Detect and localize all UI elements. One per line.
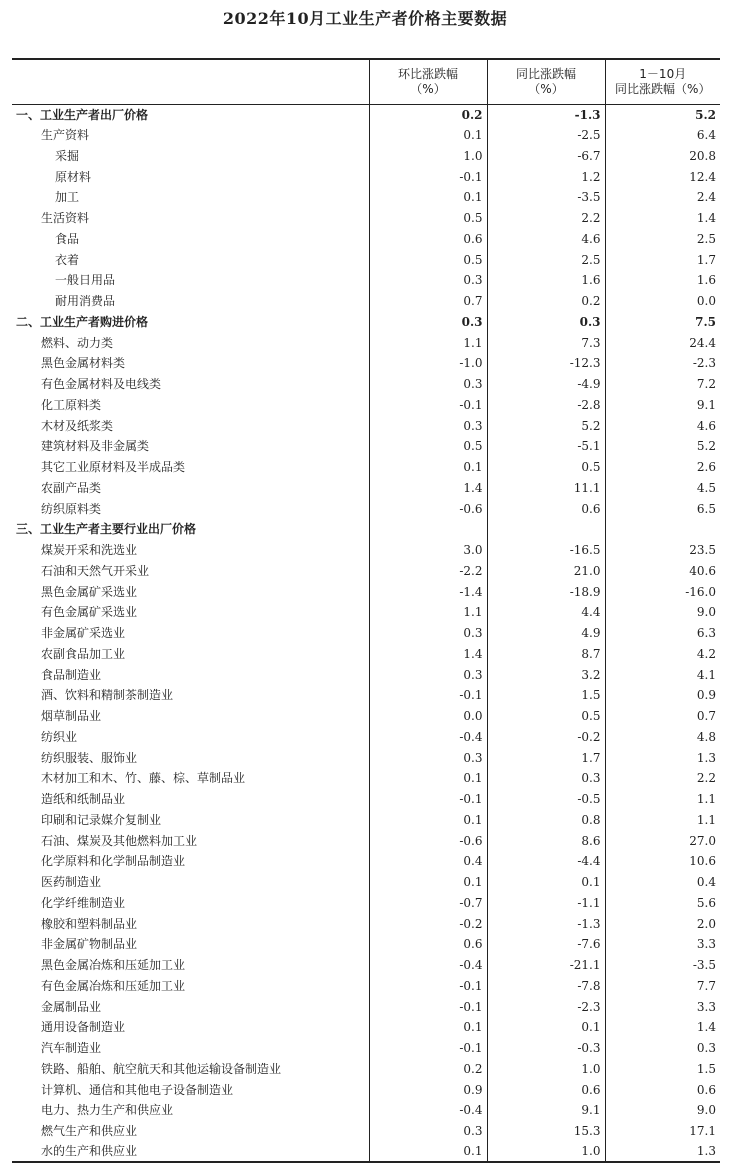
table-row xyxy=(12,747,720,768)
header-mom-label: 环比涨跌幅 xyxy=(397,66,458,81)
table-row xyxy=(12,1142,720,1163)
row-label: 煤炭开采和洗选业 xyxy=(41,543,138,558)
table-row xyxy=(12,789,720,810)
row-label: 原材料 xyxy=(55,169,92,184)
yoy-value: -4.9 xyxy=(487,374,605,395)
mom-value: -0.6 xyxy=(369,830,487,851)
mom-value: -0.4 xyxy=(369,727,487,748)
yoy-value: -7.6 xyxy=(487,934,605,955)
yoy-value: 0.3 xyxy=(487,768,605,789)
row-label: 燃料、动力类 xyxy=(41,335,114,350)
row-label: 衣着 xyxy=(55,252,80,267)
ytd-value: 5.2 xyxy=(605,436,720,457)
row-label: 纺织原料类 xyxy=(41,501,102,516)
ytd-value: 23.5 xyxy=(605,540,720,561)
mom-value: -2.2 xyxy=(369,561,487,582)
row-label: 计算机、通信和其他电子设备制造业 xyxy=(41,1082,234,1097)
table-row xyxy=(12,146,720,167)
table-row xyxy=(12,913,720,934)
mom-value: 0.7 xyxy=(369,291,487,312)
mom-value: 0.1 xyxy=(369,1017,487,1038)
mom-value: -0.1 xyxy=(369,789,487,810)
header-ytd-label: 同比涨跌幅（%） xyxy=(615,81,711,96)
yoy-value: 0.5 xyxy=(487,706,605,727)
ytd-value xyxy=(605,519,720,540)
table-row xyxy=(12,851,720,872)
table-row xyxy=(12,664,720,685)
ytd-value: 2.0 xyxy=(605,913,720,934)
mom-value: 0.1 xyxy=(369,768,487,789)
row-label: 酒、饮料和精制茶制造业 xyxy=(41,688,174,703)
ytd-value: 27.0 xyxy=(605,830,720,851)
ytd-value: 2.2 xyxy=(605,768,720,789)
ytd-value: 4.2 xyxy=(605,644,720,665)
mom-value: 1.1 xyxy=(369,602,487,623)
ytd-value: 6.4 xyxy=(605,125,720,146)
row-label: 生活资料 xyxy=(41,211,90,226)
ytd-value: 6.5 xyxy=(605,498,720,519)
header-yoy-unit: （%） xyxy=(528,81,564,96)
row-label: 印刷和记录媒介复制业 xyxy=(41,812,162,827)
yoy-value: 4.4 xyxy=(487,602,605,623)
table-row xyxy=(12,208,720,229)
row-label: 化工原料类 xyxy=(41,397,102,412)
table-row xyxy=(12,561,720,582)
yoy-value: -12.3 xyxy=(487,353,605,374)
yoy-value: 5.2 xyxy=(487,415,605,436)
row-label: 采掘 xyxy=(55,148,80,163)
row-label: 铁路、船舶、航空航天和其他运输设备制造业 xyxy=(41,1061,282,1076)
ytd-value: 5.2 xyxy=(605,104,720,125)
ytd-value: 9.0 xyxy=(605,1100,720,1121)
table-row xyxy=(12,1100,720,1121)
mom-value: 0.3 xyxy=(369,270,487,291)
header-ytd xyxy=(605,59,720,104)
row-label: 化学原料和化学制品制造业 xyxy=(41,854,186,869)
ytd-value: 1.3 xyxy=(605,747,720,768)
ytd-value: 9.0 xyxy=(605,602,720,623)
ytd-value: 1.1 xyxy=(605,810,720,831)
yoy-value: 7.3 xyxy=(487,332,605,353)
row-label: 黑色金属材料类 xyxy=(41,356,126,371)
row-label: 三、工业生产者主要行业出厂价格 xyxy=(16,522,197,537)
mom-value: -0.1 xyxy=(369,976,487,997)
table-row xyxy=(12,353,720,374)
yoy-value: 1.5 xyxy=(487,685,605,706)
row-label: 通用设备制造业 xyxy=(41,1020,126,1035)
yoy-value: -16.5 xyxy=(487,540,605,561)
header-mom-unit: （%） xyxy=(410,81,446,96)
table-row xyxy=(12,436,720,457)
yoy-value: -0.2 xyxy=(487,727,605,748)
mom-value: 0.3 xyxy=(369,415,487,436)
ytd-value: 2.5 xyxy=(605,229,720,250)
mom-value: 0.6 xyxy=(369,934,487,955)
table-header xyxy=(12,59,720,104)
row-label: 黑色金属冶炼和压延加工业 xyxy=(41,958,186,973)
header-row xyxy=(12,59,720,104)
yoy-value: 15.3 xyxy=(487,1121,605,1142)
yoy-value: 0.5 xyxy=(487,457,605,478)
mom-value: 0.3 xyxy=(369,664,487,685)
row-label: 生产资料 xyxy=(41,128,90,143)
ppi-data-table xyxy=(12,58,720,1163)
row-label: 燃气生产和供应业 xyxy=(41,1124,138,1139)
ytd-value: 0.7 xyxy=(605,706,720,727)
mom-value: 0.6 xyxy=(369,229,487,250)
ytd-value: 6.3 xyxy=(605,623,720,644)
mom-value: 0.2 xyxy=(369,104,487,125)
table-row xyxy=(12,893,720,914)
table-body xyxy=(12,104,720,1162)
row-label: 水的生产和供应业 xyxy=(12,1142,369,1163)
row-label: 纺织业 xyxy=(41,729,78,744)
mom-value: -0.2 xyxy=(369,913,487,934)
yoy-value: -0.5 xyxy=(487,789,605,810)
table-row xyxy=(12,187,720,208)
mom-value: -0.1 xyxy=(369,166,487,187)
table-row xyxy=(12,1121,720,1142)
table-row xyxy=(12,1038,720,1059)
table-row xyxy=(12,166,720,187)
mom-value: -1.4 xyxy=(369,581,487,602)
section-row xyxy=(12,312,720,333)
mom-value: -0.4 xyxy=(369,955,487,976)
row-label: 石油、煤炭及其他燃料加工业 xyxy=(41,833,198,848)
table-row xyxy=(12,457,720,478)
row-label: 医药制造业 xyxy=(41,875,102,890)
row-label: 黑色金属矿采选业 xyxy=(41,584,138,599)
header-mom xyxy=(369,59,487,104)
mom-value: 0.1 xyxy=(369,1142,487,1163)
row-label: 其它工业原材料及半成品类 xyxy=(41,460,186,475)
yoy-value: 9.1 xyxy=(487,1100,605,1121)
table-row xyxy=(12,374,720,395)
mom-value: -0.1 xyxy=(369,395,487,416)
table-row xyxy=(12,644,720,665)
table-row xyxy=(12,706,720,727)
ytd-value: 1.3 xyxy=(605,1142,720,1163)
yoy-value: -0.3 xyxy=(487,1038,605,1059)
ytd-value: 0.6 xyxy=(605,1079,720,1100)
table-row xyxy=(12,872,720,893)
yoy-value: -1.3 xyxy=(487,913,605,934)
row-label: 有色金属矿采选业 xyxy=(41,605,138,620)
ytd-value: 5.6 xyxy=(605,893,720,914)
ytd-value: -16.0 xyxy=(605,581,720,602)
mom-value: 0.3 xyxy=(369,1121,487,1142)
mom-value: 0.1 xyxy=(369,872,487,893)
row-label: 木材加工和木、竹、藤、棕、草制品业 xyxy=(41,771,246,786)
table-row xyxy=(12,581,720,602)
ytd-value: 0.3 xyxy=(605,1038,720,1059)
ytd-value: 7.2 xyxy=(605,374,720,395)
mom-value: -0.1 xyxy=(369,1038,487,1059)
row-label: 电力、热力生产和供应业 xyxy=(41,1103,174,1118)
yoy-value: 0.6 xyxy=(487,1079,605,1100)
table-row xyxy=(12,478,720,499)
table-row xyxy=(12,229,720,250)
yoy-value: -2.8 xyxy=(487,395,605,416)
ytd-value: 1.6 xyxy=(605,270,720,291)
table-row xyxy=(12,685,720,706)
ytd-value: 7.7 xyxy=(605,976,720,997)
table-row xyxy=(12,727,720,748)
yoy-value: 4.6 xyxy=(487,229,605,250)
header-yoy xyxy=(487,59,605,104)
ytd-value: 0.0 xyxy=(605,291,720,312)
header-yoy-label: 同比涨跌幅 xyxy=(515,66,576,81)
table-row xyxy=(12,291,720,312)
table-row xyxy=(12,830,720,851)
yoy-value: -18.9 xyxy=(487,581,605,602)
header-ytd-period: 1－10月 xyxy=(639,66,687,81)
row-label: 非金属矿采选业 xyxy=(41,626,126,641)
table-row xyxy=(12,976,720,997)
table-row xyxy=(12,1017,720,1038)
mom-value: 1.4 xyxy=(369,478,487,499)
mom-value: 0.3 xyxy=(369,374,487,395)
table-row xyxy=(12,996,720,1017)
ytd-value: 3.3 xyxy=(605,996,720,1017)
row-label: 有色金属冶炼和压延加工业 xyxy=(41,978,186,993)
row-label: 二、工业生产者购进价格 xyxy=(16,314,149,329)
table-row xyxy=(12,768,720,789)
yoy-value: 2.5 xyxy=(487,249,605,270)
section-row xyxy=(12,104,720,125)
row-label: 食品 xyxy=(55,231,80,246)
row-label: 有色金属材料及电线类 xyxy=(41,377,162,392)
row-label: 耐用消费品 xyxy=(55,294,116,309)
yoy-value: -4.4 xyxy=(487,851,605,872)
yoy-value: 4.9 xyxy=(487,623,605,644)
row-label: 石油和天然气开采业 xyxy=(41,563,150,578)
ytd-value: 40.6 xyxy=(605,561,720,582)
ytd-value: 1.4 xyxy=(605,208,720,229)
yoy-value: 0.2 xyxy=(487,291,605,312)
mom-value: -0.4 xyxy=(369,1100,487,1121)
mom-value: 1.4 xyxy=(369,644,487,665)
yoy-value: 0.8 xyxy=(487,810,605,831)
mom-value: 0.1 xyxy=(369,125,487,146)
row-label: 金属制品业 xyxy=(41,999,102,1014)
mom-value: 0.5 xyxy=(369,208,487,229)
mom-value: 0.5 xyxy=(369,436,487,457)
ytd-value: 1.4 xyxy=(605,1017,720,1038)
row-label: 农副产品类 xyxy=(41,480,102,495)
table-row xyxy=(12,540,720,561)
row-label: 一般日用品 xyxy=(55,273,116,288)
ytd-value: 1.7 xyxy=(605,249,720,270)
table-row xyxy=(12,1059,720,1080)
yoy-value: -21.1 xyxy=(487,955,605,976)
yoy-value: -3.5 xyxy=(487,187,605,208)
row-label: 木材及纸浆类 xyxy=(41,418,114,433)
yoy-value: 11.1 xyxy=(487,478,605,499)
ytd-value: 3.3 xyxy=(605,934,720,955)
yoy-value: -5.1 xyxy=(487,436,605,457)
row-label: 加工 xyxy=(55,190,80,205)
yoy-value: 3.2 xyxy=(487,664,605,685)
header-item xyxy=(12,59,369,104)
yoy-value: -2.3 xyxy=(487,996,605,1017)
mom-value: 0.4 xyxy=(369,851,487,872)
mom-value: 0.3 xyxy=(369,312,487,333)
mom-value: 0.9 xyxy=(369,1079,487,1100)
ytd-value: 2.6 xyxy=(605,457,720,478)
yoy-value: -1.1 xyxy=(487,893,605,914)
mom-value: -0.6 xyxy=(369,498,487,519)
mom-value: 0.1 xyxy=(369,457,487,478)
ytd-value: 2.4 xyxy=(605,187,720,208)
table-row xyxy=(12,623,720,644)
table-row xyxy=(12,955,720,976)
yoy-value: 8.6 xyxy=(487,830,605,851)
table-row xyxy=(12,332,720,353)
mom-value: -0.1 xyxy=(369,685,487,706)
yoy-value: 1.2 xyxy=(487,166,605,187)
ytd-value: 24.4 xyxy=(605,332,720,353)
row-label: 烟草制品业 xyxy=(41,709,102,724)
yoy-value: 0.6 xyxy=(487,498,605,519)
page-title: 2022年10月工业生产者价格主要数据 xyxy=(222,9,508,28)
table-row xyxy=(12,498,720,519)
yoy-value xyxy=(487,519,605,540)
row-label: 汽车制造业 xyxy=(41,1041,102,1056)
yoy-value: 8.7 xyxy=(487,644,605,665)
yoy-value: 0.1 xyxy=(487,872,605,893)
table-row xyxy=(12,810,720,831)
mom-value: 0.3 xyxy=(369,747,487,768)
table-row xyxy=(12,934,720,955)
mom-value: 1.1 xyxy=(369,332,487,353)
row-label: 化学纤维制造业 xyxy=(41,895,126,910)
section-row xyxy=(12,519,720,540)
mom-value: -1.0 xyxy=(369,353,487,374)
yoy-value: 21.0 xyxy=(487,561,605,582)
table-row xyxy=(12,1079,720,1100)
mom-value: 0.0 xyxy=(369,706,487,727)
ytd-value: 4.6 xyxy=(605,415,720,436)
table-row xyxy=(12,270,720,291)
yoy-value: 0.1 xyxy=(487,1017,605,1038)
table-row xyxy=(12,125,720,146)
row-label: 造纸和纸制品业 xyxy=(41,792,126,807)
ytd-value: 10.6 xyxy=(605,851,720,872)
ytd-value: -2.3 xyxy=(605,353,720,374)
mom-value: 0.2 xyxy=(369,1059,487,1080)
table-row xyxy=(12,602,720,623)
mom-value: 0.1 xyxy=(369,187,487,208)
ytd-value: 12.4 xyxy=(605,166,720,187)
ytd-value: 4.8 xyxy=(605,727,720,748)
yoy-value: -1.3 xyxy=(487,104,605,125)
ytd-value: 20.8 xyxy=(605,146,720,167)
mom-value: 0.3 xyxy=(369,623,487,644)
row-label: 橡胶和塑料制品业 xyxy=(41,916,138,931)
yoy-value: 1.7 xyxy=(487,747,605,768)
mom-value: -0.1 xyxy=(369,996,487,1017)
row-label: 纺织服装、服饰业 xyxy=(41,750,138,765)
mom-value: 0.5 xyxy=(369,249,487,270)
mom-value xyxy=(369,519,487,540)
ytd-value: -3.5 xyxy=(605,955,720,976)
table-row xyxy=(12,395,720,416)
yoy-value: 1.6 xyxy=(487,270,605,291)
ytd-value: 1.1 xyxy=(605,789,720,810)
yoy-value: -7.8 xyxy=(487,976,605,997)
yoy-value: 2.2 xyxy=(487,208,605,229)
mom-value: -0.7 xyxy=(369,893,487,914)
row-label: 农副食品加工业 xyxy=(41,646,126,661)
yoy-value: 1.0 xyxy=(487,1142,605,1163)
mom-value: 1.0 xyxy=(369,146,487,167)
mom-value: 0.1 xyxy=(369,810,487,831)
ytd-value: 17.1 xyxy=(605,1121,720,1142)
ytd-value: 4.5 xyxy=(605,478,720,499)
ytd-value: 7.5 xyxy=(605,312,720,333)
row-label: 食品制造业 xyxy=(41,667,102,682)
yoy-value: -6.7 xyxy=(487,146,605,167)
row-label: 非金属矿物制品业 xyxy=(41,937,138,952)
yoy-value: 1.0 xyxy=(487,1059,605,1080)
ytd-value: 0.4 xyxy=(605,872,720,893)
table-row xyxy=(12,249,720,270)
yoy-value: -2.5 xyxy=(487,125,605,146)
ytd-value: 4.1 xyxy=(605,664,720,685)
ytd-value: 0.9 xyxy=(605,685,720,706)
ytd-value: 1.5 xyxy=(605,1059,720,1080)
table-row xyxy=(12,415,720,436)
mom-value: 3.0 xyxy=(369,540,487,561)
yoy-value: 0.3 xyxy=(487,312,605,333)
row-label: 建筑材料及非金属类 xyxy=(41,439,150,454)
ytd-value: 9.1 xyxy=(605,395,720,416)
row-label: 一、工业生产者出厂价格 xyxy=(16,107,149,122)
